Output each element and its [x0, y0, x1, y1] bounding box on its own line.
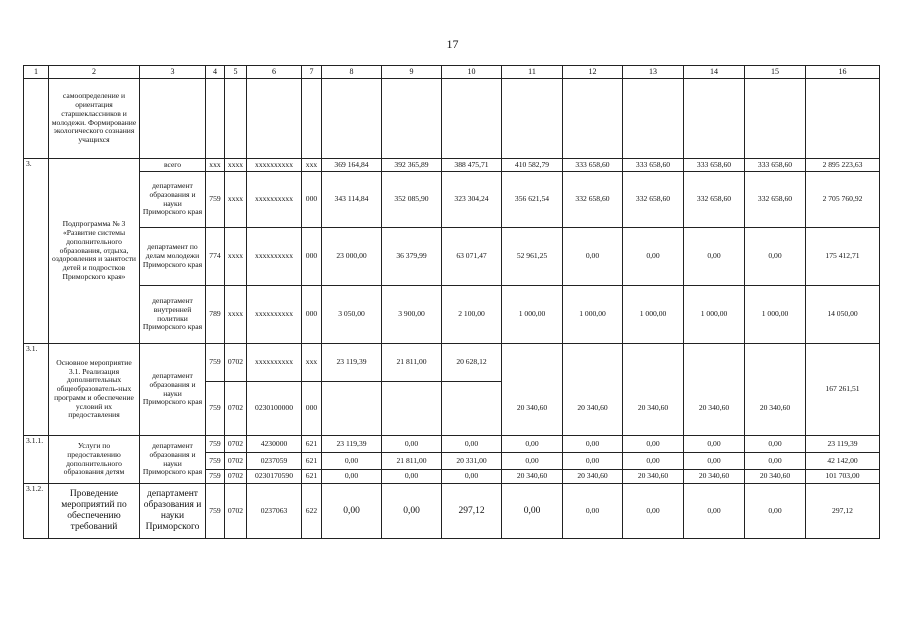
executor: департамент внутренней политики Приморского края [140, 286, 206, 344]
value-cell: 20 340,60 [502, 382, 563, 436]
executor: департамент образования и науки Приморского [140, 484, 206, 539]
value-cell: 1 000,00 [623, 286, 684, 344]
header-cell: 14 [684, 66, 745, 79]
executor: департамент образования и науки Приморского края [140, 172, 206, 228]
value-cell: 2 100,00 [442, 286, 502, 344]
table-row [24, 79, 880, 159]
header-cell: 15 [745, 66, 806, 79]
value-cell: 0,00 [684, 436, 745, 453]
value-cell: 333 658,60 [745, 159, 806, 172]
value-cell: 23 119,39 [322, 436, 382, 453]
value-cell: 0,00 [563, 228, 623, 286]
value-cell: 332 658,60 [563, 172, 623, 228]
total-cell: 2 895 223,63 [806, 159, 880, 172]
value-cell: 0,00 [442, 470, 502, 484]
header-cell: 4 [206, 66, 225, 79]
value-cell: 3 050,00 [322, 286, 382, 344]
row-number: 3. [24, 159, 49, 344]
total-cell: 23 119,39 [806, 436, 880, 453]
value-cell: 0,00 [563, 436, 623, 453]
value-cell: 23 000,00 [322, 228, 382, 286]
table-row: департамент внутренней политики Приморского края 789 хххх хххххххххх 000 3 050,00 3 900,00 2 100,00 1 000,00 1 000,00 1 000,00 1 000,00 1 000,00 14 050,00 [24, 286, 880, 344]
value-cell: 20 340,60 [502, 470, 563, 484]
value-cell: 0,00 [563, 453, 623, 470]
executor: департамент образования и науки Приморского края [140, 436, 206, 484]
value-cell: 52 961,25 [502, 228, 563, 286]
value-cell: 36 379,99 [382, 228, 442, 286]
value-cell: 392 365,89 [382, 159, 442, 172]
value-cell: 0,00 [502, 436, 563, 453]
table-row: 759 0702 0230170590 621 0,00 0,00 0,00 20 340,60 20 340,60 20 340,60 20 340,60 20 340,60 101 703,00 [24, 470, 880, 484]
value-cell: 0,00 [745, 484, 806, 539]
executor: всего [140, 159, 206, 172]
measure-name: Проведение мероприятий по обеспечению требований [49, 484, 140, 539]
value-cell: 352 085,90 [382, 172, 442, 228]
value-cell: 0,00 [623, 484, 684, 539]
value-cell: 332 658,60 [684, 172, 745, 228]
total-cell: 2 705 760,92 [806, 172, 880, 228]
row-number: 3.1. [24, 344, 49, 436]
value-cell: 0,00 [684, 228, 745, 286]
table-row: 3.1.2. Проведение мероприятий по обеспечению требований департамент образования и науки Приморского 759 0702 0237063 622 0,00 0,00 297,12 0,00 0,00 0,00 0,00 0,00 297,12 [24, 484, 880, 539]
header-row [24, 66, 880, 79]
value-cell: 356 621,54 [502, 172, 563, 228]
header-cell: 7 [302, 66, 322, 79]
value-cell: 410 582,79 [502, 159, 563, 172]
table-row: 759 0702 0230100000 000 20 340,60 20 340,60 20 340,60 20 340,60 20 340,60 [24, 382, 880, 436]
value-cell: 0,00 [502, 484, 563, 539]
total-cell: 175 412,71 [806, 228, 880, 286]
executor: департамент образования и науки Приморского края [140, 344, 206, 436]
value-cell: 1 000,00 [745, 286, 806, 344]
value-cell: 20 340,60 [745, 470, 806, 484]
value-cell: 20 628,12 [442, 344, 502, 382]
header-cell: 1 [24, 66, 49, 79]
value-cell: 1 000,00 [684, 286, 745, 344]
total-cell: 297,12 [806, 484, 880, 539]
total-cell: 167 261,51 [806, 344, 880, 436]
measure-name: Услуги по предоставлению дополнительного образования детям [49, 436, 140, 484]
row-number: 3.1.1. [24, 436, 49, 484]
table-row: департамент по делам молодежи Приморского края 774 хххх хххххххххх 000 23 000,00 36 379,99 63 071,47 52 961,25 0,00 0,00 0,00 0,00 175 412,71 [24, 228, 880, 286]
page-number: 17 [446, 37, 459, 51]
table-row: 3.1.1. Услуги по предоставлению дополнительного образования детям департамент образования и науки Приморского края 759 0702 4230000 621 23 119,39 0,00 0,00 0,00 0,00 0,00 0,00 0,00 23 119,39 [24, 436, 880, 453]
value-cell: 0,00 [745, 228, 806, 286]
header-cell: 2 [49, 66, 140, 79]
header-cell: 8 [322, 66, 382, 79]
header-cell: 13 [623, 66, 684, 79]
value-cell: 21 811,00 [382, 453, 442, 470]
header-cell: 9 [382, 66, 442, 79]
value-cell: 332 658,60 [623, 172, 684, 228]
value-cell: 20 340,60 [684, 382, 745, 436]
value-cell: 333 658,60 [684, 159, 745, 172]
value-cell: 0,00 [623, 453, 684, 470]
budget-table [23, 65, 880, 539]
value-cell: 0,00 [563, 484, 623, 539]
header-cell: 6 [247, 66, 302, 79]
total-cell: 101 703,00 [806, 470, 880, 484]
table-row: 3. Подпрограмма № 3 «Развитие системы дополнительного образования, отдыха, оздоровления и занятости детей и подростков Приморского края» всего ххх хххх хххххххххх ххх 369 164,84 392 365,89 388 475,71 410 582,79 333 658,60 333 658,60 333 658,60 333 658,60 2 895 223,63 [24, 159, 880, 172]
value-cell: 23 119,39 [322, 344, 382, 382]
header-cell: 3 [140, 66, 206, 79]
value-cell: 0,00 [745, 453, 806, 470]
value-cell: 20 340,60 [623, 382, 684, 436]
value-cell: 20 340,60 [563, 382, 623, 436]
value-cell: 333 658,60 [623, 159, 684, 172]
table-row: 759 0702 0237059 621 0,00 21 811,00 20 331,00 0,00 0,00 0,00 0,00 0,00 42 142,00 [24, 453, 880, 470]
value-cell: 63 071,47 [442, 228, 502, 286]
executor: департамент по делам молодежи Приморского края [140, 228, 206, 286]
value-cell: 369 164,84 [322, 159, 382, 172]
subprogram-name: Подпрограмма № 3 «Развитие системы дополнительного образования, отдыха, оздоровления и занятости детей и подростков Приморского края» [49, 159, 140, 344]
header-cell: 10 [442, 66, 502, 79]
value-cell: 0,00 [382, 484, 442, 539]
value-cell: 3 900,00 [382, 286, 442, 344]
value-cell: 0,00 [382, 470, 442, 484]
value-cell: 20 340,60 [684, 470, 745, 484]
table-row: 3.1. Основное мероприятие 3.1. Реализация дополнительных общеобразователь-ных программ и обеспечение условий их предоставления департамент образования и науки Приморского края 759 0702 хххххххххх ххх 23 119,39 21 811,00 20 628,12 167 261,51 [24, 344, 880, 382]
value-cell: 388 475,71 [442, 159, 502, 172]
value-cell: 1 000,00 [502, 286, 563, 344]
header-cell: 5 [225, 66, 247, 79]
value-cell: 333 658,60 [563, 159, 623, 172]
value-cell: 20 340,60 [563, 470, 623, 484]
value-cell: 0,00 [684, 453, 745, 470]
value-cell: 0,00 [502, 453, 563, 470]
value-cell: 0,00 [322, 453, 382, 470]
header-cell: 16 [806, 66, 880, 79]
value-cell: 21 811,00 [382, 344, 442, 382]
value-cell: 0,00 [623, 228, 684, 286]
value-cell: 1 000,00 [563, 286, 623, 344]
header-cell: 11 [502, 66, 563, 79]
value-cell: 20 331,00 [442, 453, 502, 470]
value-cell: 20 340,60 [623, 470, 684, 484]
value-cell: 0,00 [442, 436, 502, 453]
value-cell: 0,00 [745, 436, 806, 453]
header-cell: 12 [563, 66, 623, 79]
value-cell: 0,00 [623, 436, 684, 453]
value-cell: 332 658,60 [745, 172, 806, 228]
value-cell: 297,12 [442, 484, 502, 539]
total-cell: 42 142,00 [806, 453, 880, 470]
measure-name: Основное мероприятие 3.1. Реализация дополнительных общеобразователь-ных программ и обеспечение условий их предоставления [49, 344, 140, 436]
value-cell: 20 340,60 [745, 382, 806, 436]
value-cell: 323 304,24 [442, 172, 502, 228]
measure-name-cont: самоопределение и ориентация старшеклассников и молодежи. Формирование экологического сознания учащихся [49, 79, 140, 159]
table-row: департамент образования и науки Приморского края 759 хххх хххххххххх 000 343 114,84 352 085,90 323 304,24 356 621,54 332 658,60 332 658,60 332 658,60 332 658,60 2 705 760,92 [24, 172, 880, 228]
value-cell: 0,00 [684, 484, 745, 539]
value-cell: 343 114,84 [322, 172, 382, 228]
row-number: 3.1.2. [24, 484, 49, 539]
value-cell: 0,00 [382, 436, 442, 453]
value-cell: 0,00 [322, 484, 382, 539]
value-cell: 0,00 [322, 470, 382, 484]
total-cell: 14 050,00 [806, 286, 880, 344]
